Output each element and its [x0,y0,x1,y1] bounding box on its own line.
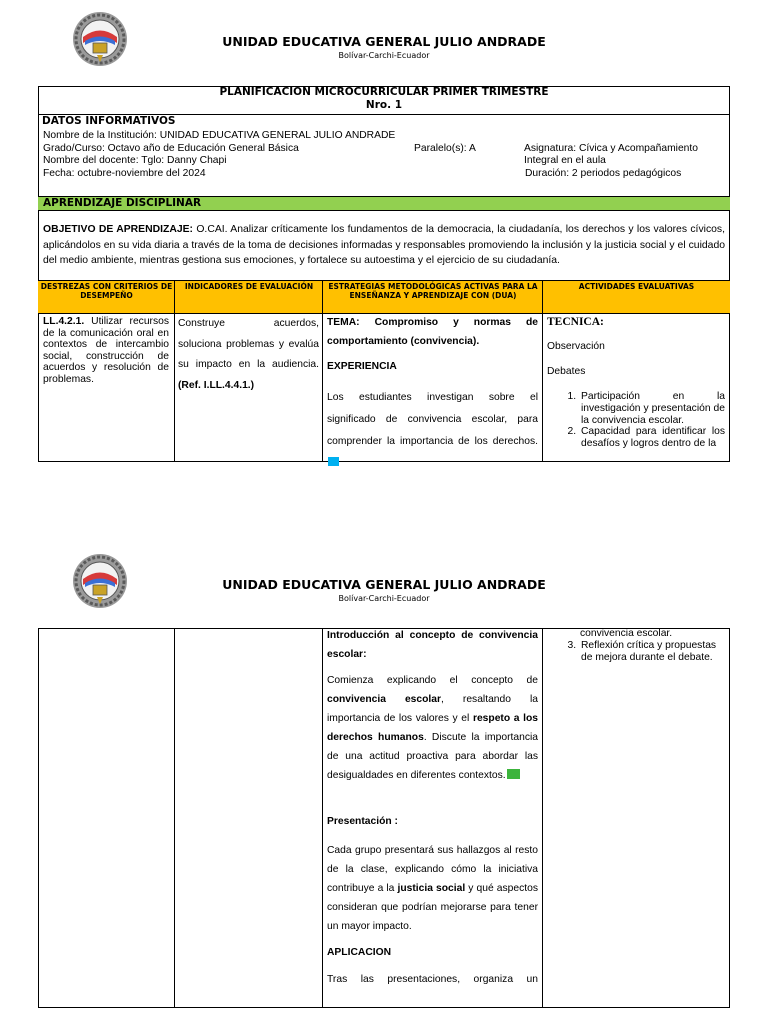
header-indicadores: INDICADORES DE EVALUACIÓN [184,282,314,291]
intro-heading: Introducción al concepto de convivencia escolar: [327,630,538,660]
indicador-ref: (Ref. I.LL.4.4.1.) [178,379,255,391]
col-divider [322,628,323,1008]
destreza-text: Utilizar recursos de la comunicación oral en contextos de intercambio social, construcción de acuerdos y resolución de problemas. [43,316,169,385]
asignatura-line-2: Integral en el aula [524,155,606,166]
experiencia-heading: EXPERIENCIA [327,361,397,372]
header-destrezas: DESTREZAS CON CRITERIOS DE DESEMPEÑO [40,282,173,300]
learning-objective [43,222,725,269]
tecnica-debates: Debates [547,366,586,377]
duracion-line: Duración: 2 periodos pedagógicos [525,167,682,179]
aplicacion-text: Tras las presentaciones, organiza un [327,974,538,985]
comment-marker-icon [507,769,520,779]
objective-label: OBJETIVO DE APRENDIZAJE: [43,224,194,235]
actividad-2-continued: convivencia escolar. [580,628,673,639]
col-divider [174,280,175,462]
presentacion-heading: Presentación : [327,816,398,827]
col-divider [322,280,323,462]
docente-line: Nombre del docente: Tglo: Danny Chapi [43,155,227,166]
school-name: UNIDAD EDUCATIVA GENERAL JULIO ANDRADE [222,577,546,592]
presentacion-text-1: Cada grupo presentará sus hallazgos al resto de la clase, explicando cómo la iniciativa contribuye a la [327,845,538,894]
aprendizaje-heading: APRENDIZAJE DISCIPLINAR [43,197,202,209]
objective-text: O.CAI. Analizar críticamente los fundamentos de la democracia, la ciudadanía, los derechos y los valores cívicos, aplicándolos en su vida diaria a través de la toma de decisiones informadas y responsables promoviendo la inclusión y la justicia social y el cuidado del medio ambiente, mientras gestiona sus emociones, y fortalece su autoestima y el ejercicio de su ciudadanía. [43,224,725,266]
list-item: 1. Participación en la investigación y presentación de la convivencia escolar. [579,391,725,426]
tema-text: Compromiso y normas de comportamiento (convivencia). [327,317,538,347]
destreza-code: LL.4.2.1. [43,316,85,327]
actividades-list-page2 [545,640,725,664]
actividades-list-page1 [545,391,725,461]
aplicacion-heading: APLICACION [327,947,392,958]
header-estrategias: ESTRATEGIAS METODOLÓGICAS ACTIVAS PARA LA ENSEÑANZA Y APRENDIZAJE CON (DUA) [328,282,538,300]
grade-line: Grado/Curso: Octavo año de Educación General Básica [43,142,299,154]
list-item: 2. Capacidad para identificar los desafíos y logros dentro de la [579,426,725,450]
intro-paragraph [327,671,538,785]
plan-number: Nro. 1 [365,99,403,111]
presentacion-paragraph [327,841,538,936]
asignatura-line: Asignatura: Cívica y Acompañamiento [524,142,698,154]
experiencia-text-block [327,387,538,474]
indicador-cell [178,314,319,396]
school-location: Bolívar-Carchi-Ecuador [338,594,430,603]
destreza-cell [43,316,169,385]
header-actividades: ACTIVIDADES EVALUATIVAS [578,282,695,291]
aprendizaje-bar [38,196,730,211]
col-divider [542,628,543,1008]
col-divider [174,628,175,1008]
comment-marker-icon [328,457,339,466]
intro-text-1: Comienza explicando el concepto de [327,675,538,686]
intro-text-3: . Discute la importancia de una actitud proactiva para abordar las desigualdades en diferentes contextos. [327,732,538,781]
institution-line: Nombre de la Institución: UNIDAD EDUCATIVA GENERAL JULIO ANDRADE [43,130,396,141]
presentacion-bold: justicia social [397,883,466,894]
tema-block [327,314,538,351]
tecnica-observacion: Observación [547,341,605,352]
intro-bold-2: respeto a los derechos humanos [327,713,538,743]
intro-text-2: , resaltando la importancia de los valores y el [327,694,538,724]
datos-heading: DATOS INFORMATIVOS [42,115,176,127]
school-location: Bolívar-Carchi-Ecuador [338,51,430,60]
indicador-text: Construye acuerdos, soluciona problemas y evalúa su impacto en la audiencia. [178,318,319,370]
paralelo-line: Paralelo(s): A [414,142,476,154]
school-name: UNIDAD EDUCATIVA GENERAL JULIO ANDRADE [222,34,546,49]
fecha-line: Fecha: octubre-noviembre del 2024 [43,167,206,179]
intro-bold-1: convivencia escolar [327,694,442,705]
plan-title-line1: PLANIFICACION MICROCURRICULAR PRIMER TRIMESTRE [219,86,549,98]
col-divider [542,280,543,462]
presentacion-text-2: y qué aspectos consideran que podrían mejorarse para tener un mayor impacto. [327,883,538,932]
tema-label: TEMA: [327,317,360,328]
list-item: 3. Reflexión crítica y propuestas de mejora durante el debate. [579,640,725,664]
experiencia-text: Los estudiantes investigan sobre el significado de convivencia escolar, para comprender la importancia de los derechos. [327,392,538,447]
plan-title [38,86,730,112]
tecnica-label: TECNICA: [547,316,604,328]
